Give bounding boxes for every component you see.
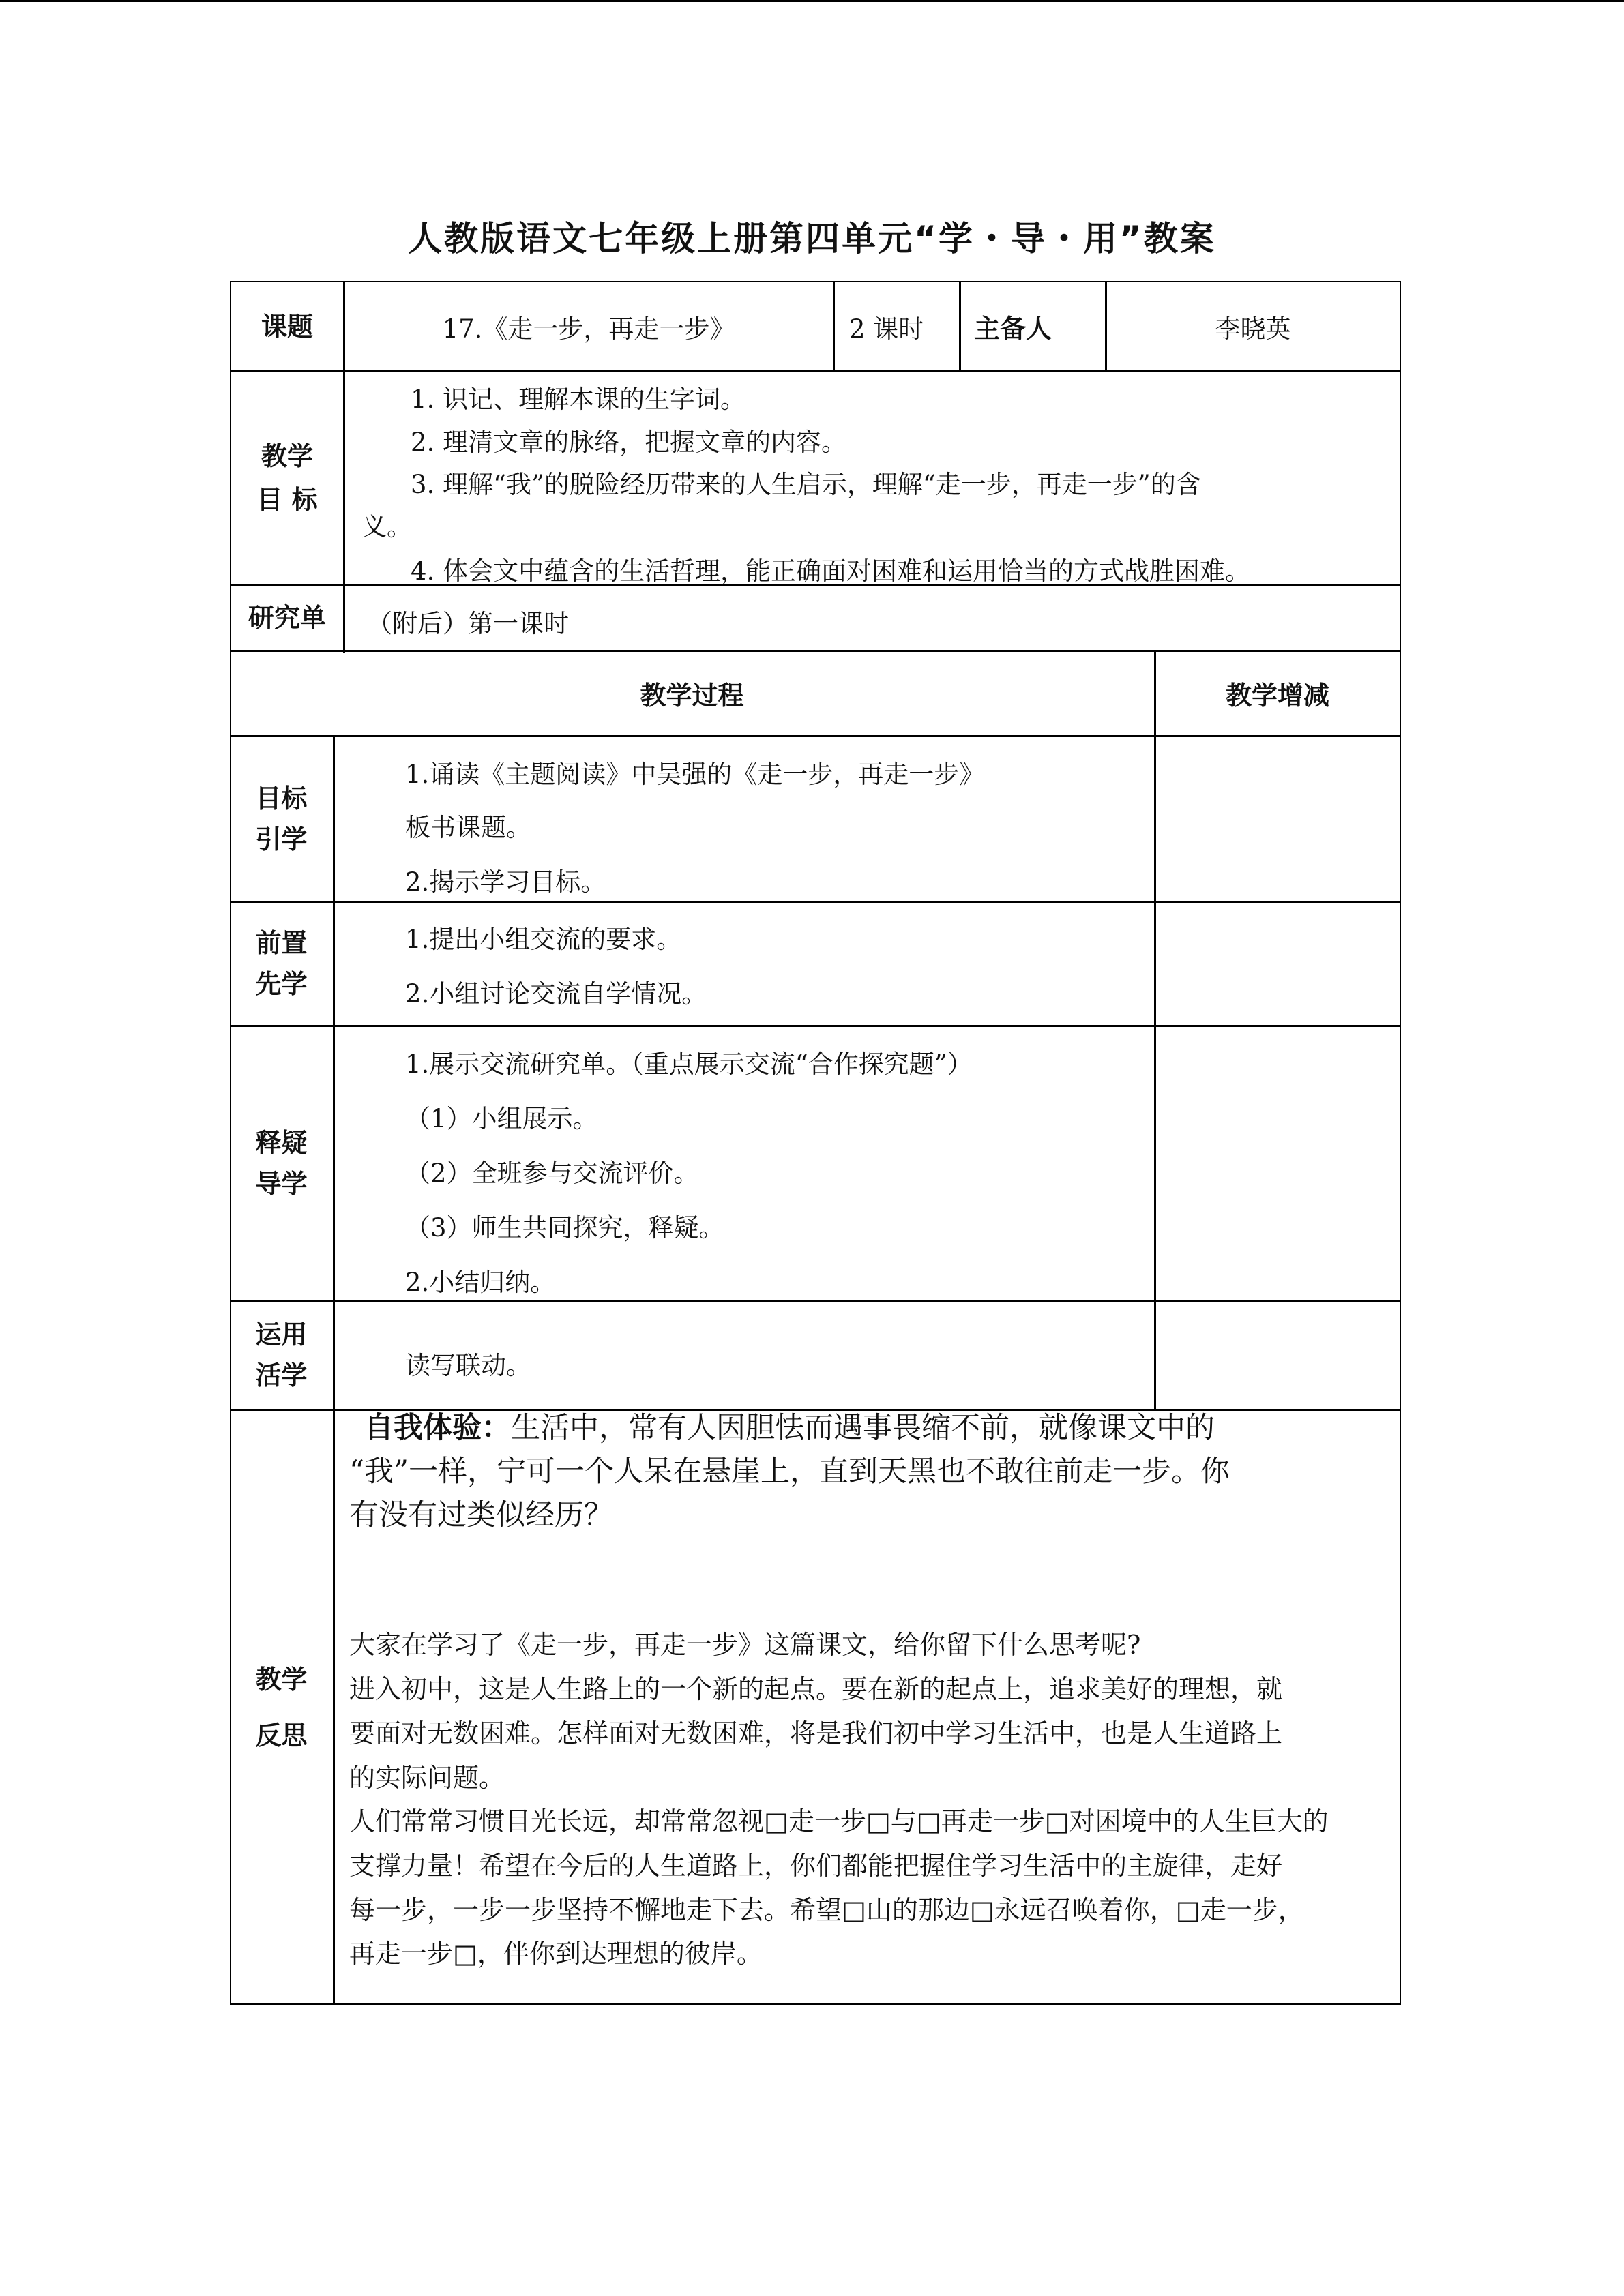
section-label-line2: 引学 — [255, 824, 308, 854]
reflection-label — [230, 1410, 333, 2005]
section-line: 2.揭示学习目标。 — [405, 867, 606, 897]
reflection-line: 每一步，一步一步坚持不懈地走下去。希望□山的那边□永远召唤着你，□走一步， — [349, 1895, 1304, 1925]
experience-label: 自我体验： — [364, 1411, 511, 1445]
research-label: 研究单 — [248, 603, 326, 633]
objective-item: 4. 体会文中蕴含的生活哲理，能正确面对困难和运用恰当的方式战胜困难。 — [411, 556, 1251, 586]
topic-label: 课题 — [261, 311, 313, 342]
reflection-label-line1: 教学 — [255, 1665, 308, 1695]
section-line: 1.诵读《主题阅读》中吴强的《走一步，再走一步》 — [405, 760, 985, 789]
reflection-line: 大家在学习了《走一步，再走一步》这篇课文，给你留下什么思考呢? — [349, 1630, 1141, 1660]
section-label — [230, 1026, 333, 1300]
reflection-line: 进入初中，这是人生路上的一个新的起点。要在新的起点上，追求美好的理想，就 — [349, 1674, 1283, 1704]
section-label-line2: 活学 — [255, 1360, 308, 1390]
periods-value: 2 课时 — [849, 314, 924, 344]
reflection-line: 人们常常习惯目光长远，却常常忽视□走一步□与□再走一步□对困境中的人生巨大的 — [349, 1806, 1329, 1836]
reflection-label-line2: 反思 — [255, 1720, 308, 1750]
section-label-line1: 释疑 — [255, 1127, 308, 1158]
research-value: （附后）第一课时 — [367, 609, 569, 638]
preparer-label-cell — [960, 281, 1105, 372]
adjust-header-cell — [1155, 651, 1400, 735]
section-line: 1.展示交流研究单。（重点展示交流“合作探究题”） — [405, 1049, 973, 1079]
section-line: （1）小组展示。 — [405, 1104, 598, 1133]
document-title: 人教版语文七年级上册第四单元“学・导・用”教案 — [408, 219, 1216, 258]
section-label-line1: 前置 — [255, 928, 308, 958]
section-line: （3）师生共同探究，释疑。 — [405, 1213, 724, 1242]
reflection-line: 支撑力量！希望在今后的人生道路上，你们都能把握住学习生活中的主旋律，走好 — [349, 1851, 1283, 1881]
process-header-cell — [230, 651, 1154, 735]
reflection-line: 要面对无数困难。怎样面对无数困难，将是我们初中学习生活中，也是人生道路上 — [349, 1718, 1283, 1748]
section-line: 2.小结归纳。 — [405, 1268, 556, 1297]
experience-line — [364, 1407, 1215, 1450]
section-label — [230, 736, 333, 901]
row-divider — [230, 901, 1401, 903]
reflection-line: 再走一步□，伴你到达理想的彼岸。 — [349, 1939, 763, 1969]
experience-line: “我”一样，宁可一个人呆在悬崖上，直到天黑也不敢往前走一步。你 — [349, 1455, 1230, 1489]
col-divider — [1154, 650, 1156, 1410]
topic-value — [344, 281, 833, 372]
preparer-label: 主备人 — [974, 314, 1052, 344]
periods-cell — [834, 281, 959, 372]
preparer-value: 李晓英 — [1215, 314, 1291, 344]
col-divider — [333, 735, 335, 2005]
row-divider — [230, 735, 1401, 737]
section-label-line1: 目标 — [255, 783, 308, 814]
section-label — [230, 902, 333, 1025]
objective-item: 3. 理解“我”的脱险经历带来的人生启示，理解“走一步，再走一步”的含 — [411, 470, 1201, 499]
objectives-label-line1: 教学 — [261, 441, 313, 471]
topic-value-text: 17.《走一步，再走一步》 — [442, 314, 735, 344]
reflection-line: 的实际问题。 — [349, 1763, 505, 1793]
adjust-header: 教学增减 — [1225, 681, 1329, 711]
section-label-line2: 导学 — [255, 1168, 308, 1199]
experience-text: 生活中，常有人因胆怯而遇事畏缩不前，就像课文中的 — [511, 1411, 1215, 1445]
section-label-line2: 先学 — [255, 969, 308, 999]
objective-item: 1. 识记、理解本课的生字词。 — [411, 385, 746, 414]
section-line: 板书课题。 — [405, 813, 531, 842]
section-line: 1.提出小组交流的要求。 — [405, 925, 682, 954]
objectives-label-line2: 目 标 — [256, 485, 318, 515]
objective-item: 义。 — [361, 512, 412, 541]
section-line: 读写联动。 — [405, 1351, 531, 1380]
section-line: （2）全班参与交流评价。 — [405, 1159, 699, 1188]
row-divider — [230, 1025, 1401, 1027]
section-line: 2.小组讨论交流自学情况。 — [405, 979, 707, 1009]
preparer-value-cell — [1106, 281, 1400, 372]
process-header: 教学过程 — [640, 681, 744, 711]
section-label-line1: 运用 — [255, 1320, 308, 1350]
section-label — [230, 1301, 333, 1409]
objective-item: 2. 理清文章的脉络，把握文章的内容。 — [411, 428, 847, 457]
page-top-border — [0, 0, 1624, 2]
experience-line: 有没有过类似经历？ — [349, 1498, 613, 1532]
row-divider — [230, 1300, 1401, 1302]
objectives-label — [230, 372, 344, 584]
